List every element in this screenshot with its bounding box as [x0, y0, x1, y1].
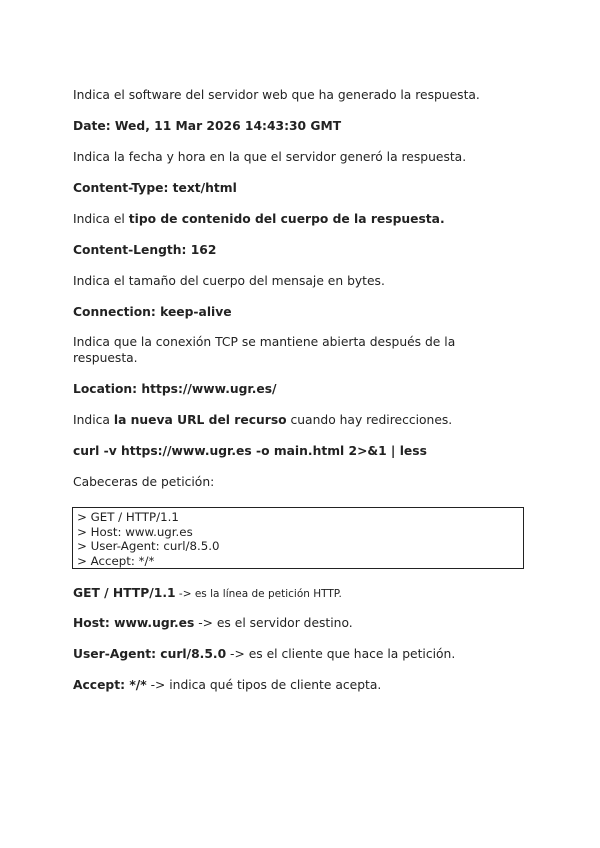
- server-description: Indica el software del servidor web que ha generado la respuesta.: [73, 88, 480, 102]
- content-type-header-line: Content-Type: text/html: [73, 181, 237, 195]
- request-line-get: > GET / HTTP/1.1: [77, 510, 179, 524]
- request-headers-box: [72, 507, 524, 569]
- location-description-prefix: Indica: [73, 413, 114, 427]
- host-explanation: [73, 615, 533, 631]
- location-description: [73, 412, 533, 428]
- content-length-header-line: Content-Length: 162: [73, 243, 217, 257]
- date-description: Indica la fecha y hora en la que el servidor generó la respuesta.: [73, 150, 467, 164]
- location-description-suffix: cuando hay redirecciones.: [286, 413, 453, 427]
- user-agent-explanation-desc: -> es el cliente que hace la petición.: [226, 647, 456, 661]
- request-headers-title: Cabeceras de petición:: [73, 475, 215, 489]
- user-agent-explanation: [73, 646, 533, 662]
- request-line-host: > Host: www.ugr.es: [77, 524, 193, 539]
- get-explanation-desc: -> es la línea de petición HTTP.: [175, 588, 342, 600]
- accept-explanation-desc: -> indica qué tipos de cliente acepta.: [146, 678, 382, 692]
- request-line-accept: > Accept: */*: [77, 553, 155, 568]
- location-header-line: Location: https://www.ugr.es/: [73, 382, 277, 396]
- content-type-description: [73, 211, 533, 227]
- connection-description: Indica que la conexión TCP se mantiene abierta después de la respuesta.: [73, 335, 456, 365]
- curl-command-line: curl -v https://www.ugr.es -o main.html 2>&1 | less: [73, 444, 427, 458]
- location-description-bold: la nueva URL del recurso: [113, 413, 287, 427]
- host-explanation-bold: Host: www.ugr.es: [73, 616, 195, 630]
- accept-explanation-bold: Accept: */*: [73, 678, 147, 692]
- get-explanation: [73, 585, 533, 602]
- get-explanation-bold: GET / HTTP/1.1: [73, 586, 176, 600]
- user-agent-explanation-bold: User-Agent: curl/8.5.0: [73, 647, 227, 661]
- content-type-description-prefix: Indica el: [73, 212, 129, 226]
- content-length-description: Indica el tamaño del cuerpo del mensaje en bytes.: [73, 274, 385, 288]
- content-type-description-bold: tipo de contenido del cuerpo de la respuesta.: [128, 212, 445, 226]
- host-explanation-desc: -> es el servidor destino.: [194, 616, 353, 630]
- connection-header-line: Connection: keep-alive: [73, 305, 232, 319]
- request-line-user-agent: > User-Agent: curl/8.5.0: [77, 539, 220, 553]
- accept-explanation: [73, 677, 533, 693]
- date-header-line: Date: Wed, 11 Mar 2026 14:43:30 GMT: [73, 119, 342, 133]
